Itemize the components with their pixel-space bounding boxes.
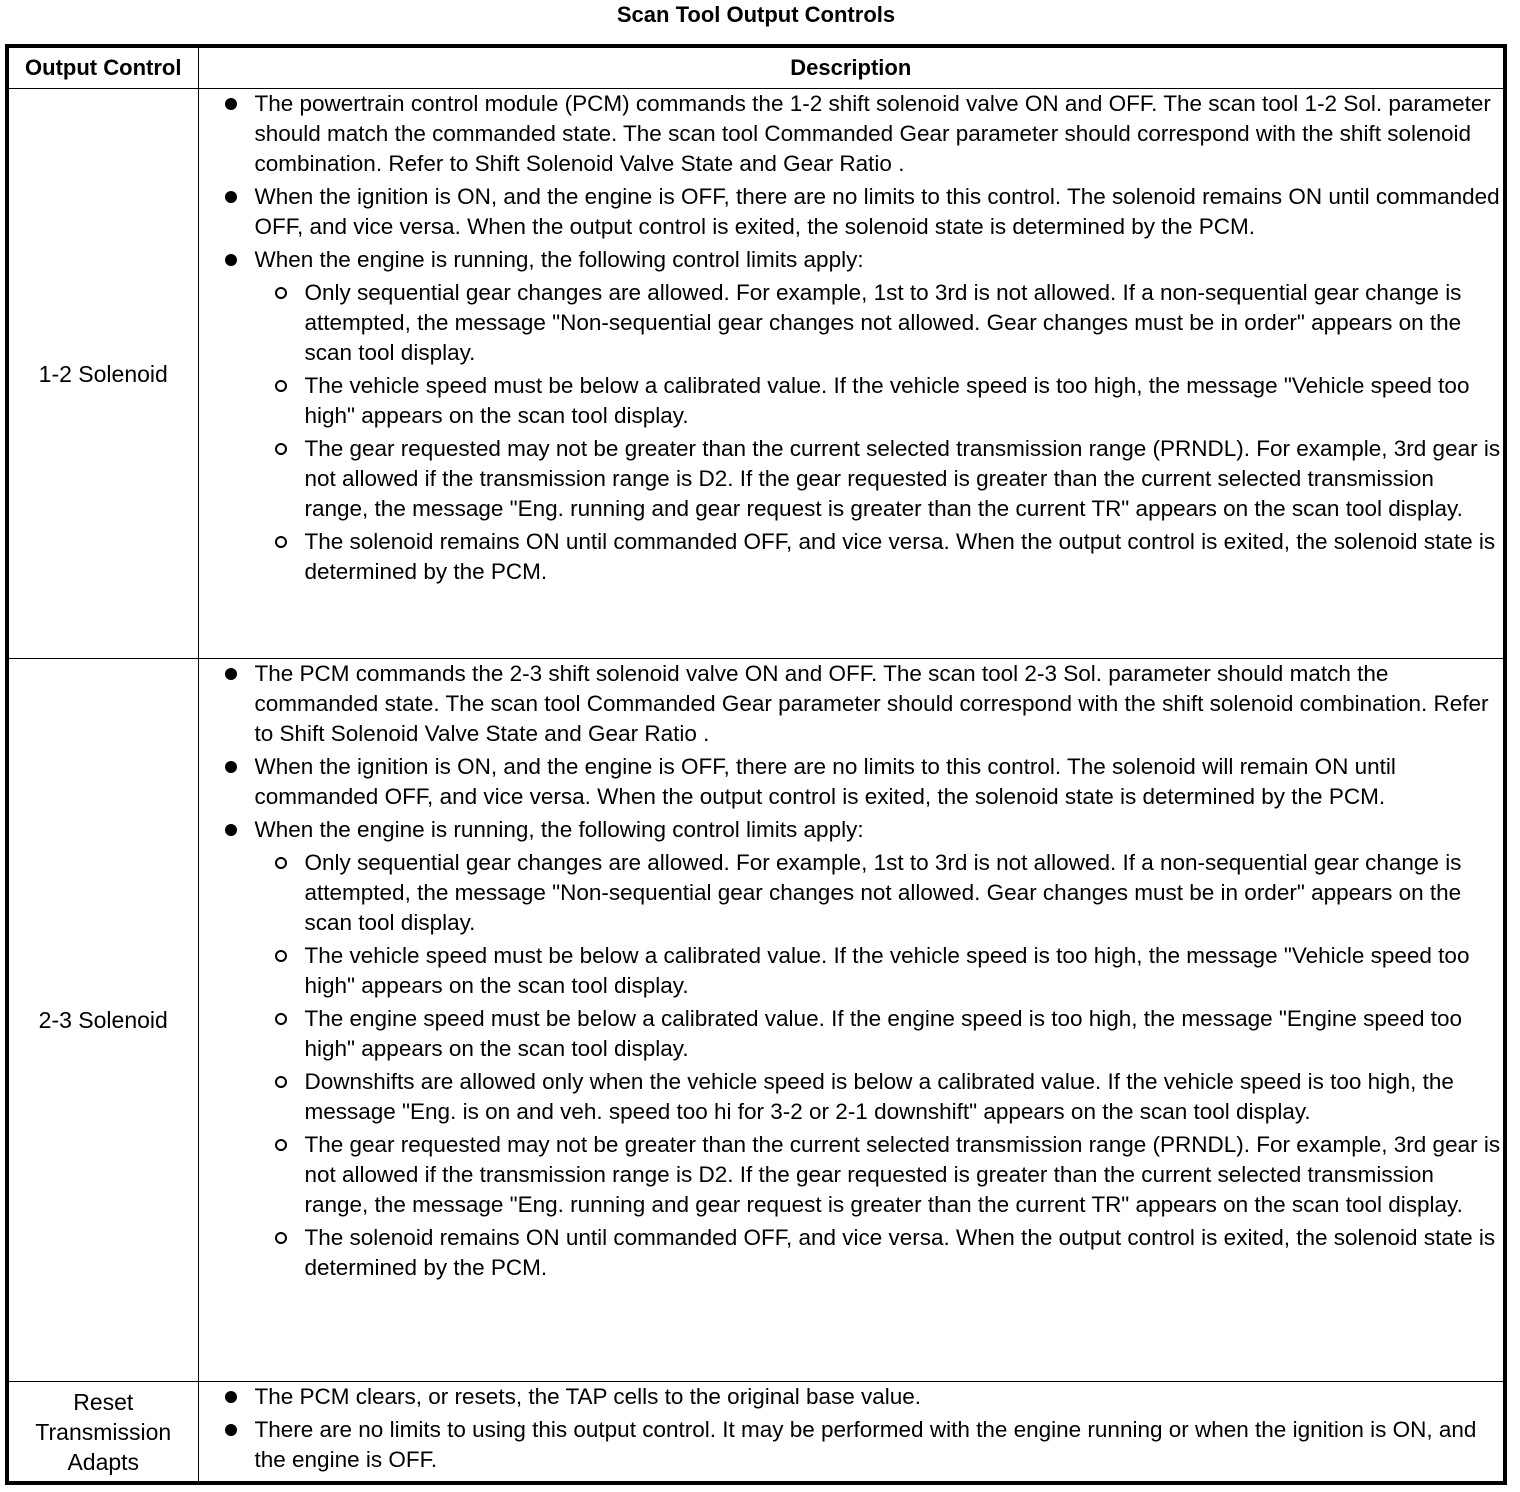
list-item-text: When the engine is running, the following control limits apply: — [254, 247, 864, 272]
sub-bullet-list — [255, 278, 1504, 587]
table-title: Scan Tool Output Controls — [616, 2, 896, 27]
sub-list-item: The solenoid remains ON until commanded OFF, and vice versa. When the output control is exited, the solenoid state is determined by the PCM. — [305, 527, 1504, 587]
table-row — [7, 1382, 1505, 1484]
list-item-text: When the engine is running, the following control limits apply: — [254, 817, 864, 842]
list-item: The powertrain control module (PCM) commands the 1-2 shift solenoid valve ON and OFF. The scan tool 1-2 Sol. parameter should match the commanded state. The scan tool Commanded Gear parameter should correspond with the shift solenoid combination. Refer to Shift Solenoid Valve State and Gear Ratio . — [255, 89, 1504, 179]
list-item — [255, 815, 1504, 1283]
sub-list-item: The engine speed must be below a calibrated value. If the engine speed is too high, the message "Engine speed too high" appears on the scan tool display. — [305, 1004, 1504, 1064]
sub-list-item: The solenoid remains ON until commanded OFF, and vice versa. When the output control is exited, the solenoid state is determined by the PCM. — [305, 1223, 1504, 1283]
bullet-list — [199, 89, 1504, 587]
sub-list-item: The vehicle speed must be below a calibrated value. If the vehicle speed is too high, the message "Vehicle speed too high" appears on the scan tool display. — [305, 941, 1504, 1001]
sub-list-item: Downshifts are allowed only when the vehicle speed is below a calibrated value. If the vehicle speed is too high, the message "Eng. is on and veh. speed too hi for 3-2 or 2-1 downshift" appears on the scan tool display. — [305, 1067, 1504, 1127]
sub-list-item: Only sequential gear changes are allowed. For example, 1st to 3rd is not allowed. If a non-sequential gear change is attempted, the message "Non-sequential gear changes not allowed. Gear changes must be in order" appears on the scan tool display. — [305, 278, 1504, 368]
output-control-label: Reset Transmission Adapts — [7, 1382, 198, 1484]
sub-list-item: Only sequential gear changes are allowed. For example, 1st to 3rd is not allowed. If a non-sequential gear change is attempted, the message "Non-sequential gear changes not allowed. Gear changes must be in order" appears on the scan tool display. — [305, 848, 1504, 938]
list-item: The PCM clears, or resets, the TAP cells to the original base value. — [255, 1382, 1504, 1412]
output-control-label: 2-3 Solenoid — [7, 659, 198, 1382]
list-item: When the ignition is ON, and the engine is OFF, there are no limits to this control. The solenoid will remain ON until commanded OFF, and vice versa. When the output control is exited, the solenoid state is determined by the PCM. — [255, 752, 1504, 812]
bullet-list — [199, 1382, 1504, 1475]
header-output-control: Output Control — [7, 46, 198, 89]
sub-list-item: The vehicle speed must be below a calibrated value. If the vehicle speed is too high, the message "Vehicle speed too high" appears on the scan tool display. — [305, 371, 1504, 431]
bullet-list — [199, 659, 1504, 1283]
list-item: There are no limits to using this output control. It may be performed with the engine running or when the ignition is ON, and the engine is OFF. — [255, 1415, 1504, 1475]
sub-list-item: The gear requested may not be greater than the current selected transmission range (PRNDL). For example, 3rd gear is not allowed if the transmission range is D2. If the gear requested is greater than the current selected transmission range, the message "Eng. running and gear request is greater than the current TR" appears on the scan tool display. — [305, 1130, 1504, 1220]
table-row — [7, 659, 1505, 1382]
list-item: The PCM commands the 2-3 shift solenoid valve ON and OFF. The scan tool 2-3 Sol. parameter should match the commanded state. The scan tool Commanded Gear parameter should correspond with the shift solenoid combination. Refer to Shift Solenoid Valve State and Gear Ratio . — [255, 659, 1504, 749]
output-controls-table — [5, 44, 1507, 1485]
list-item: When the ignition is ON, and the engine is OFF, there are no limits to this control. The solenoid remains ON until commanded OFF, and vice versa. When the output control is exited, the solenoid state is determined by the PCM. — [255, 182, 1504, 242]
header-description: Description — [198, 46, 1505, 89]
description-cell — [198, 89, 1505, 659]
sub-list-item: The gear requested may not be greater than the current selected transmission range (PRNDL). For example, 3rd gear is not allowed if the transmission range is D2. If the gear requested is greater than the current selected transmission range, the message "Eng. running and gear request is greater than the current TR" appears on the scan tool display. — [305, 434, 1504, 524]
description-cell — [198, 659, 1505, 1382]
table-row — [7, 89, 1505, 659]
list-item — [255, 245, 1504, 587]
header-row — [7, 46, 1505, 89]
sub-bullet-list — [255, 848, 1504, 1283]
output-control-label: 1-2 Solenoid — [7, 89, 198, 659]
description-cell — [198, 1382, 1505, 1484]
